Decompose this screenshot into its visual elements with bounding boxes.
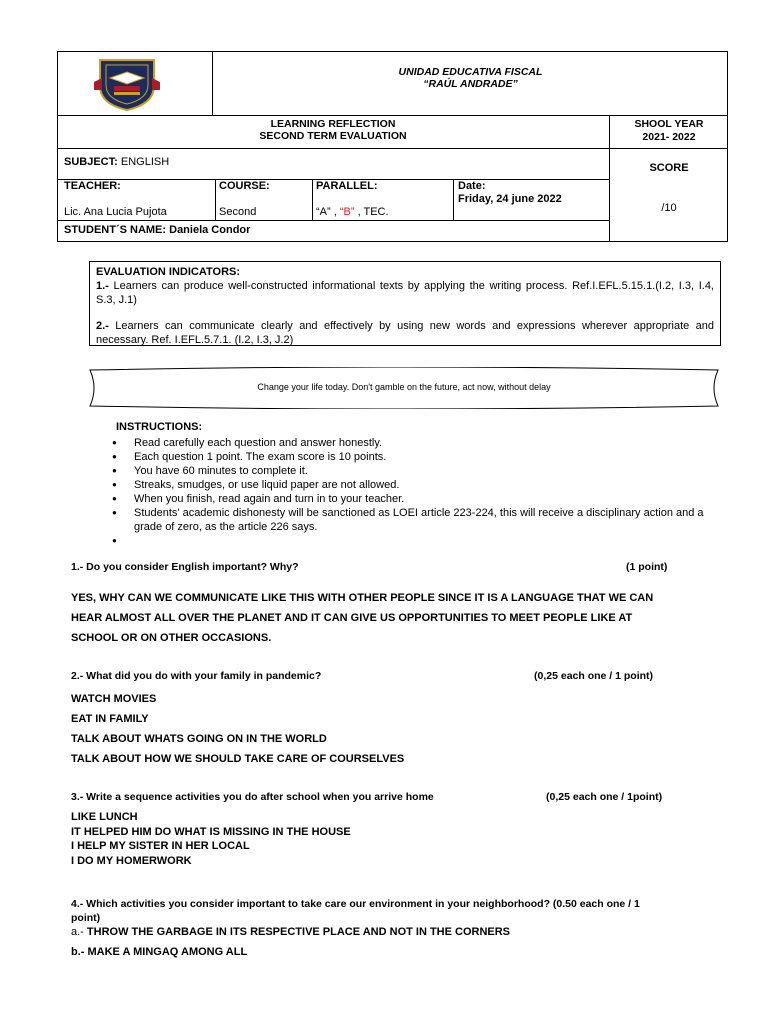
answer-2 [71,689,404,769]
indicator-number: 1.- [96,280,109,292]
header-rule [215,179,216,220]
date-label: Date: [458,180,486,192]
list-item: ● Read carefully each question and answer honestly. [112,436,712,450]
header-rule [57,115,728,116]
question-4-line: 4.- Which activities you consider important to take care our environment in your neighborhood? (0.50 each one / 1 [71,898,640,910]
answer-prefix: a.- [71,926,87,938]
score-label: SCORE [649,162,689,174]
question-2: 2.- What did you do with your family in pandemic? [71,670,322,682]
teacher-value: Lic. Ana Lucia Pujota [64,206,167,218]
subject-value: ENGLISH [120,156,170,168]
school-name-line2: “RAÚL ANDRADE” [423,78,518,90]
question-1: 1.- Do you consider English important? Why? [71,561,299,573]
answer-line: YES, WHY CAN WE COMMUNICATE LIKE THIS WITH OTHER PEOPLE SINCE IT IS A LANGUAGE THAT WE CAN [71,592,654,604]
teacher-label: TEACHER: [64,180,121,192]
school-year-value: 2021- 2022 [642,131,696,143]
question-1-points: (1 point) [626,561,668,573]
motivational-quote: Change your life today. Don't gamble on the future, act now, without delay [257,382,551,392]
school-crest-logo [92,56,162,112]
score-value: /10 [661,202,677,214]
parallel-tec: , TEC. [354,206,389,218]
answer-3 [71,810,351,868]
question-4-line: point) [71,912,101,924]
answer-text: MAKE A MINGAQ AMONG ALL [87,946,248,958]
answer-line: TALK ABOUT HOW WE SHOULD TAKE CARE OF COURSELVES [71,753,405,765]
header-rule [312,179,313,220]
question-4 [71,897,640,925]
answer-line: HEAR ALMOST ALL OVER THE PLANET AND IT CAN GIVE US OPPORTUNITIES TO MEET PEOPLE LIKE AT [71,612,633,624]
indicator-number: 2.- [96,320,109,332]
list-item: ● Streaks, smudges, or use liquid paper are not allowed. [112,478,712,492]
indicator-text: Learners can communicate clearly and effectively by using new words and expressions wherever appropriate and necessary. Ref. I.EFL.5.7.1. (I.2, I.3, J.2) [96,320,714,346]
list-item: ● Each question 1 point. The exam score is 10 points. [112,450,712,464]
document-subtitle: SECOND TERM EVALUATION [259,130,407,142]
instructions-list [112,436,712,548]
list-item [112,534,712,548]
answer-prefix: b.- [71,946,88,958]
indicator-1 [96,279,714,307]
list-item: ● You have 60 minutes to complete it. [112,464,712,478]
date-value: Friday, 24 june 2022 [458,193,562,205]
answer-line: LIKE LUNCH [71,811,138,823]
answer-line: WATCH MOVIES [71,693,157,705]
question-3: 3.- Write a sequence activities you do after school when you arrive home [71,791,434,803]
question-3-points: (0,25 each one / 1point) [546,791,663,803]
list-item: ● Students' academic dishonesty will be sanctioned as LOEI article 223-224, this will receive a disciplinary action and a grade of zero, as the article 226 says. [112,506,712,534]
question-2-points: (0,25 each one / 1 point) [534,670,654,682]
answer-line: IT HELPED HIM DO WHAT IS MISSING IN THE HOUSE [71,825,351,838]
subject-label: SUBJECT: [64,156,118,168]
parallel-label: PARALLEL: [316,180,378,192]
answer-text: THROW THE GARBAGE IN ITS RESPECTIVE PLACE AND NOT IN THE CORNERS [86,926,511,938]
school-year-label: SHOOL YEAR [634,118,704,130]
parallel-b: “B” [339,206,355,218]
answer-4a [71,926,510,938]
header-rule [57,148,728,149]
student-name-label: STUDENT´S NAME: [64,224,167,236]
answer-line: TALK ABOUT WHATS GOING ON IN THE WORLD [71,733,327,745]
header-rule [453,179,454,220]
document-title: LEARNING REFLECTION [270,118,396,130]
answer-line: SCHOOL OR ON OTHER OCCASIONS. [71,632,272,644]
indicators-heading: EVALUATION INDICATORS: [96,266,241,278]
indicator-text: Learners can produce well-constructed informational texts by applying the writing process. Ref.I.EFL.5.15.1.(I.2, I.3, I.4, S.3, J.1) [96,280,714,306]
answer-line: I DO MY HOMERWORK [71,854,192,867]
parallel-value [316,206,389,218]
answer-4b [71,946,247,958]
course-value: Second [219,206,257,218]
student-name-value: Daniela Condor [169,224,251,236]
answer-1 [71,588,653,648]
course-label: COURSE: [219,180,270,192]
instructions-heading: INSTRUCTIONS: [116,421,203,433]
evaluation-indicators-box [89,261,721,346]
answer-line: I HELP MY SISTER IN HER LOCAL [71,840,250,852]
list-item: ● When you finish, read again and turn in to your teacher. [112,492,712,506]
answer-line: EAT IN FAMILY [71,713,149,725]
indicator-2 [96,319,714,347]
school-name: UNIDAD EDUCATIVA FISCAL [398,66,543,78]
header-rule [57,220,610,221]
parallel-a: “A” , [316,206,340,218]
